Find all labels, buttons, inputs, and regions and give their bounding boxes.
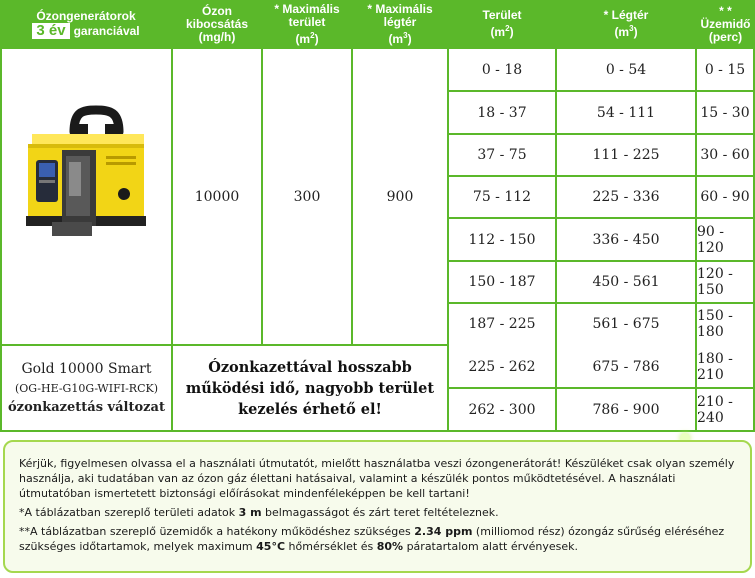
- row-3-area: 37 - 75: [477, 147, 527, 163]
- row-9-area: 262 - 300: [468, 401, 536, 418]
- model-variant: ózonkazettás változat: [8, 399, 165, 415]
- row-1-air: 0 - 54: [605, 61, 647, 78]
- row-4-time: 60 - 90: [700, 189, 750, 205]
- row-8-time: 180 - 210: [697, 350, 733, 383]
- time-note-text-2: (milliomod rész) ózongáz sűrűség eléréséhez szükséges időtartamok, melyek maximum: [19, 525, 725, 553]
- header-time-line2: (perc): [708, 29, 743, 44]
- row-8-area: 225 - 262: [468, 358, 536, 375]
- header-area-unit-close: ): [509, 25, 514, 39]
- header-time: [696, 0, 755, 48]
- product-image: [22, 98, 152, 248]
- header-ozone-line1: Ózon: [202, 3, 232, 18]
- area-note-text-end: belmagasságot és zárt teret feltételeznek.: [261, 506, 499, 519]
- row-6-area: 150 - 187: [468, 274, 536, 290]
- ppm-value: 2.34 ppm: [414, 525, 473, 538]
- header-time-line1: * * Üzemidő: [700, 3, 751, 31]
- ozone-generator-icon: [22, 98, 152, 248]
- header-max-air-line1: * Maximális: [367, 1, 433, 16]
- header-max-air-sup: 3: [403, 30, 408, 40]
- ozone-output-value: 10000: [194, 188, 240, 205]
- time-note-text-1: **A táblázatban szereplő üzemidők a hatékony működéshez szükséges: [19, 525, 415, 538]
- usage-warning: Kérjük, figyelmesen olvassa el a használati útmutatót, mielőtt használatba veszi ózongenerátorát! Készüléket csak olyan személy használja, aki tudatában van az ózon gáz élettani hatásaival, valamint a készülék pontos működtetésével. A használati útmutatóban ismertetett biztonsági előírásokat mindenféleképpen be kell tartani!: [19, 457, 735, 500]
- row-4-area: 75 - 112: [472, 189, 532, 205]
- header-ozone-line3: (mg/h): [198, 29, 236, 44]
- header-max-air-unit-open: (m: [388, 31, 404, 46]
- header-max-area-unit-close: ): [314, 31, 319, 46]
- row-7-air: 561 - 675: [592, 316, 660, 332]
- header-area-unit: [490, 22, 513, 39]
- model-name: Gold 10000 Smart: [21, 360, 152, 377]
- header-max-area-line1: * Maximális: [274, 1, 340, 16]
- time-note-text-4: páratartalom alatt érvényesek.: [403, 540, 579, 553]
- warranty-badge: 3 év: [32, 23, 69, 39]
- grid-hline: [0, 430, 755, 432]
- header-max-area-unit: [295, 29, 318, 46]
- row-4-air: 225 - 336: [592, 189, 660, 205]
- header-air-unit: [614, 22, 637, 39]
- header-ozone: [172, 0, 262, 48]
- row-5-area: 112 - 150: [468, 231, 536, 248]
- header-max-air-unit-close: ): [407, 31, 412, 46]
- max-humidity: 80%: [376, 540, 404, 553]
- header-area-sup: 2: [505, 24, 510, 33]
- header-max-air-line2: légtér: [383, 14, 417, 29]
- header-air-sup: 3: [629, 24, 634, 33]
- header-air: [556, 0, 696, 48]
- row-3-time: 30 - 60: [700, 147, 750, 163]
- notes-box: [3, 440, 752, 573]
- header-air-unit-open: (m: [614, 25, 630, 39]
- header-area: [448, 0, 556, 48]
- row-7-area: 187 - 225: [468, 316, 536, 332]
- row-9-time: 210 - 240: [697, 393, 733, 426]
- row-7-time: 150 - 180: [697, 308, 733, 340]
- header-model: [0, 0, 172, 48]
- max-area-value: 300: [293, 188, 321, 205]
- row-2-time: 15 - 30: [700, 104, 750, 121]
- row-1-area: 0 - 18: [481, 61, 523, 78]
- header-max-air-unit: [388, 29, 411, 46]
- header-area-unit-open: (m: [490, 25, 506, 39]
- row-6-time: 120 - 150: [697, 266, 733, 298]
- header-max-area: [262, 0, 352, 48]
- area-note: [19, 505, 738, 520]
- header-max-area-line2: terület: [288, 14, 326, 29]
- header-model-line2: garanciával: [73, 23, 140, 38]
- row-3-air: 111 - 225: [592, 147, 660, 163]
- model-code: (OG-HE-G10G-WIFI-RCK): [14, 381, 158, 395]
- model-name-cell: [2, 346, 171, 430]
- promo-text: Ózonkazettával hosszabb működési idő, nagyobb terület kezelés érhető el!: [185, 358, 435, 418]
- row-9-air: 786 - 900: [592, 401, 660, 418]
- row-2-area: 18 - 37: [477, 104, 527, 121]
- max-air-value: 900: [386, 188, 414, 205]
- header-max-air: [352, 0, 448, 48]
- row-6-air: 450 - 561: [592, 274, 660, 290]
- header-max-area-sup: 2: [310, 30, 315, 40]
- row-1-time: 0 - 15: [704, 61, 746, 78]
- header-max-area-unit-open: (m: [295, 31, 311, 46]
- promo-cell: [173, 346, 447, 430]
- max-temperature: 45°C: [256, 540, 286, 553]
- header-model-warranty: [32, 23, 139, 39]
- row-8-air: 675 - 786: [592, 358, 660, 375]
- area-note-text: *A táblázatban szereplő területi adatok: [19, 506, 239, 519]
- time-note-text-3: hőmérséklet és: [285, 540, 377, 553]
- row-2-air: 54 - 111: [596, 104, 656, 121]
- header-ozone-line2: kibocsátás: [185, 16, 249, 31]
- header-area-line1: Terület: [482, 8, 522, 22]
- row-5-time: 90 - 120: [697, 223, 724, 256]
- row-5-air: 336 - 450: [592, 231, 660, 248]
- header-air-unit-close: ): [633, 25, 638, 39]
- header-air-line1: * Légtér: [603, 8, 649, 22]
- ceiling-height: 3 m: [238, 506, 262, 519]
- header-model-line1: Ózongenerátorok: [36, 8, 136, 23]
- time-note: [19, 524, 738, 554]
